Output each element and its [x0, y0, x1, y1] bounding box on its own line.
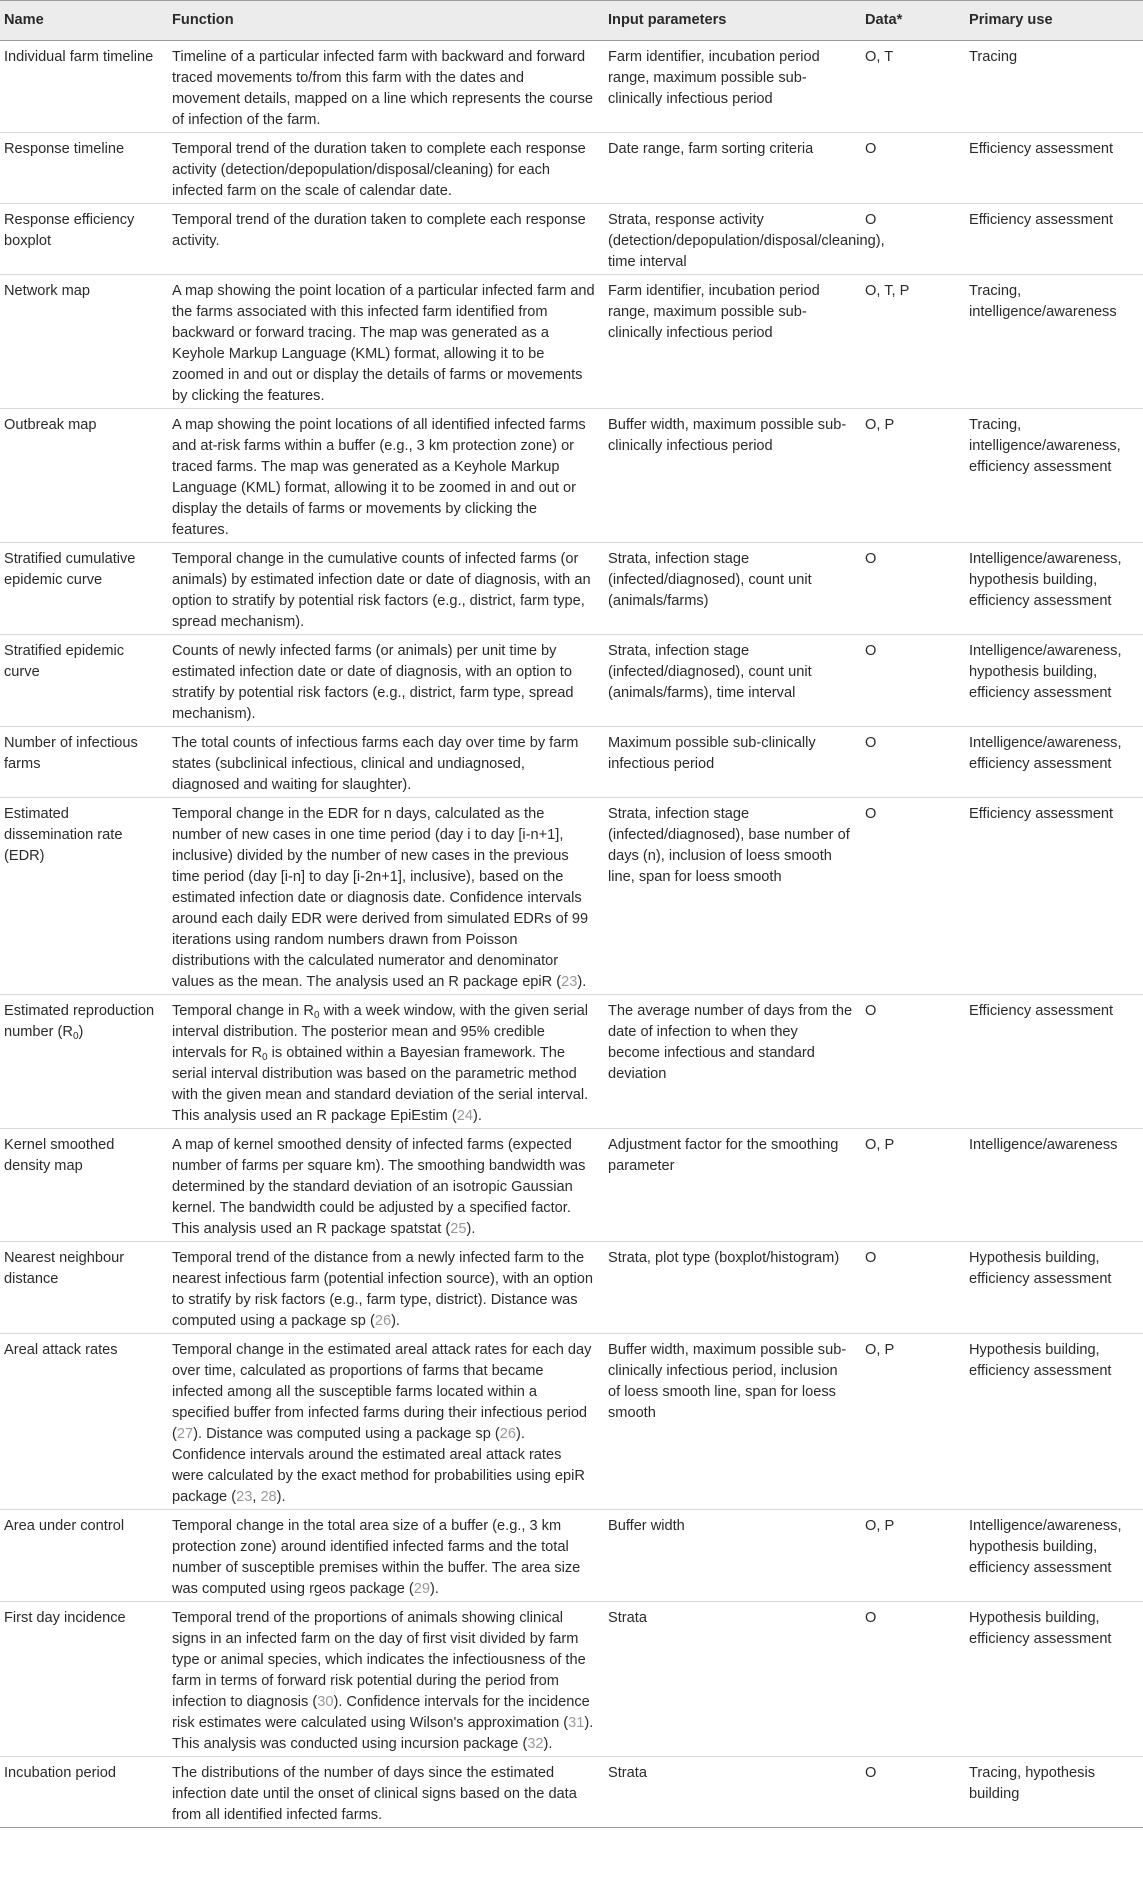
function-text: ).	[429, 1581, 439, 1597]
function-text: ).	[577, 974, 587, 990]
cell-use: Intelligence/awareness, hypothesis building, efficiency assessment	[963, 635, 1143, 727]
cell-use: Efficiency assessment	[963, 798, 1143, 995]
cell-input: Farm identifier, incubation period range, maximum possible sub-clinically infectious period	[602, 275, 859, 409]
cell-use: Hypothesis building, efficiency assessment	[963, 1334, 1143, 1510]
cell-data: O	[859, 204, 963, 275]
cell-data: O, P	[859, 409, 963, 543]
cell-name: Response efficiency boxplot	[0, 204, 166, 275]
function-text: Temporal change in the EDR for n days, calculated as the number of new cases in one time period (day i to day [i-n+1], inclusive) divided by the number of new cases in the previous time period (day [i-n] to day [i-2n+1], inclusive), based on the estimated infection date or diagnosis date. Confidence intervals around each daily EDR were derived from simulated EDRs of 99 iterations using random numbers drawn from Poisson distributions with the calculated numerator and denominator values as the mean. The analysis used an R package epiR (	[172, 806, 589, 990]
cell-data: O	[859, 995, 963, 1129]
function-text: A map of kernel smoothed density of infected farms (expected number of farms per square km). The smoothing bandwidth was determined by the standard deviation of an isotropic Gaussian kernel. The bandwidth could be adjusted by a specified factor. This analysis used an R package spatstat (	[172, 1137, 586, 1237]
function-text: ).	[276, 1489, 286, 1505]
function-text: with a week window, with the given serial interval distribution. The posterior mean and 95% credible intervals for R	[172, 1003, 589, 1061]
cell-data: O	[859, 1757, 963, 1828]
cell-data: O	[859, 727, 963, 798]
cell-data: O, P	[859, 1129, 963, 1242]
cell-use: Tracing, intelligence/awareness	[963, 275, 1143, 409]
citation-link[interactable]: 28	[260, 1489, 277, 1505]
cell-function	[166, 1510, 602, 1602]
function-text: ). Confidence intervals for the incidence risk estimates were calculated using Wilson's approximation (	[172, 1694, 590, 1731]
function-text: ). Confidence intervals around the estimated areal attack rates were calculated by the exact method for probabilities using epiR package (	[172, 1426, 585, 1505]
cell-function: Temporal change in the cumulative counts of infected farms (or animals) by estimated infection date or date of diagnosis, with an option to stratify by potential risk factors (e.g., district, farm type, spread mechanism).	[166, 543, 602, 635]
cell-input: Strata, plot type (boxplot/histogram)	[602, 1242, 859, 1334]
cell-data: O, P	[859, 1334, 963, 1510]
cell-input: Strata, infection stage (infected/diagnosed), base number of days (n), inclusion of loess smooth line, span for loess smooth	[602, 798, 859, 995]
table-row	[0, 275, 1143, 409]
citation-link[interactable]: 25	[450, 1221, 467, 1237]
cell-data: O, T, P	[859, 275, 963, 409]
table-row	[0, 133, 1143, 204]
function-text: ).	[543, 1736, 553, 1752]
cell-name: Network map	[0, 275, 166, 409]
cell-use: Efficiency assessment	[963, 995, 1143, 1129]
cell-use: Intelligence/awareness, hypothesis building, efficiency assessment	[963, 1510, 1143, 1602]
cell-name: Response timeline	[0, 133, 166, 204]
cell-use: Efficiency assessment	[963, 133, 1143, 204]
table-row	[0, 409, 1143, 543]
cell-data: O	[859, 133, 963, 204]
table-row	[0, 995, 1143, 1129]
cell-data: O, P	[859, 1510, 963, 1602]
function-text: ).	[391, 1313, 400, 1329]
subscript: 0	[262, 1052, 268, 1063]
function-text: ). Distance was computed using a package sp (	[193, 1426, 500, 1442]
cell-name: Individual farm timeline	[0, 41, 166, 133]
table-row	[0, 1510, 1143, 1602]
citation-link[interactable]: 26	[374, 1313, 392, 1329]
cell-input: Maximum possible sub-clinically infectious period	[602, 727, 859, 798]
cell-function: Counts of newly infected farms (or animals) per unit time by estimated infection date or date of diagnosis, with an option to stratify by potential risk factors (e.g., district, farm type, spread mechanism).	[166, 635, 602, 727]
cell-data: O	[859, 543, 963, 635]
table-header	[0, 1, 1143, 41]
cell-name	[0, 995, 166, 1129]
cell-use: Intelligence/awareness	[963, 1129, 1143, 1242]
function-text: ,	[252, 1489, 261, 1505]
cell-input: Strata	[602, 1757, 859, 1828]
name-text: Estimated reproduction number (R	[4, 1003, 155, 1040]
table-body	[0, 41, 1143, 1828]
citation-link[interactable]: 23	[561, 974, 578, 990]
header-name: Name	[0, 1, 166, 41]
cell-function: Temporal trend of the duration taken to complete each response activity (detection/depopulation/disposal/cleaning) for each infected farm on the scale of calendar date.	[166, 133, 602, 204]
cell-input: The average number of days from the date of infection to when they become infectious and standard deviation	[602, 995, 859, 1129]
cell-name: Stratified epidemic curve	[0, 635, 166, 727]
name-text: )	[78, 1024, 84, 1040]
cell-function: The total counts of infectious farms each day over time by farm states (subclinical infectious, clinical and undiagnosed, diagnosed and waiting for slaughter).	[166, 727, 602, 798]
cell-function	[166, 1242, 602, 1334]
cell-name: Stratified cumulative epidemic curve	[0, 543, 166, 635]
header-function: Function	[166, 1, 602, 41]
subscript: 0	[72, 1031, 79, 1042]
header-use: Primary use	[963, 1, 1143, 41]
cell-data: O	[859, 635, 963, 727]
cell-input: Strata, infection stage (infected/diagnosed), count unit (animals/farms), time interval	[602, 635, 859, 727]
cell-name: Area under control	[0, 1510, 166, 1602]
cell-input: Date range, farm sorting criteria	[602, 133, 859, 204]
cell-function: Timeline of a particular infected farm with backward and forward traced movements to/from this farm with the dates and movement details, mapped on a line which represents the course of infection of the farm.	[166, 41, 602, 133]
header-input: Input parameters	[602, 1, 859, 41]
citation-link[interactable]: 27	[176, 1426, 194, 1442]
cell-function	[166, 1602, 602, 1757]
function-text: ).	[466, 1221, 476, 1237]
cell-name: Estimated dissemination rate (EDR)	[0, 798, 166, 995]
cell-use: Tracing	[963, 41, 1143, 133]
cell-input: Buffer width	[602, 1510, 859, 1602]
cell-use: Hypothesis building, efficiency assessment	[963, 1602, 1143, 1757]
cell-input: Buffer width, maximum possible sub-clinically infectious period	[602, 409, 859, 543]
cell-input: Farm identifier, incubation period range, maximum possible sub-clinically infectious period	[602, 41, 859, 133]
function-text: Temporal trend of the proportions of animals showing clinical signs in an infected farm on the day of first visit divided by farm type or animal species, which indicates the infectiousness of the farm in terms of forward risk potential during the period from infection to diagnosis (	[172, 1610, 586, 1710]
table-row	[0, 1334, 1143, 1510]
cell-input: Strata, infection stage (infected/diagnosed), count unit (animals/farms)	[602, 543, 859, 635]
cell-name: Nearest neighbour distance	[0, 1242, 166, 1334]
citation-link[interactable]: 23	[236, 1489, 253, 1505]
function-text: Temporal change in the estimated areal attack rates for each day over time, calculated as proportions of farms that became infected among all the susceptible farms located within a specified buffer from infected farms during their infectious period (	[172, 1342, 592, 1442]
table-row	[0, 727, 1143, 798]
cell-function	[166, 798, 602, 995]
cell-data: O	[859, 798, 963, 995]
cell-input: Buffer width, maximum possible sub-clinically infectious period, inclusion of loess smooth line, span for loess smooth	[602, 1334, 859, 1510]
cell-function: A map showing the point location of a particular infected farm and the farms associated with this infected farm identified from backward or forward tracing. The map was generated as a Keyhole Markup Language (KML) format, allowing it to be zoomed in and out or display the details of farms or movements by clicking the features.	[166, 275, 602, 409]
cell-input: Strata	[602, 1602, 859, 1757]
function-text: is obtained within a Bayesian framework. The serial interval distribution was based on the parametric method with the given mean and standard deviation of the serial interval. This analysis used an R package EpiEstim (	[172, 1045, 589, 1124]
function-text: ). This analysis was conducted using incursion package (	[172, 1715, 594, 1752]
cell-name: Outbreak map	[0, 409, 166, 543]
table-row	[0, 1129, 1143, 1242]
cell-data: O	[859, 1602, 963, 1757]
cell-function: A map showing the point locations of all identified infected farms and at-risk farms within a buffer (e.g., 3 km protection zone) or traced farms. The map was generated as a Keyhole Markup Language (KML) format, allowing it to be zoomed in and out or display the details of farms or movements by clicking the features.	[166, 409, 602, 543]
cell-input: Strata, response activity (detection/depopulation/disposal/cleaning), time interval	[602, 204, 859, 275]
table-row	[0, 1602, 1143, 1757]
cell-name: First day incidence	[0, 1602, 166, 1757]
cell-name: Incubation period	[0, 1757, 166, 1828]
header-row	[0, 1, 1143, 41]
citation-link[interactable]: 31	[568, 1715, 585, 1731]
cell-data: O	[859, 1242, 963, 1334]
citation-link[interactable]: 29	[413, 1581, 430, 1597]
table-row	[0, 1757, 1143, 1828]
subscript: 0	[313, 1010, 320, 1021]
cell-use: Hypothesis building, efficiency assessment	[963, 1242, 1143, 1334]
header-data: Data*	[859, 1, 963, 41]
function-text: ).	[472, 1108, 482, 1124]
cell-function	[166, 1334, 602, 1510]
citation-link[interactable]: 24	[456, 1108, 473, 1124]
function-text: Temporal change in R	[172, 1003, 314, 1019]
function-text: Temporal trend of the distance from a newly infected farm to the nearest infectious farm (potential infection source), with an option to stratify by risk factors (e.g., farm type, district). Distance was computed using a package sp (	[172, 1250, 594, 1329]
cell-use: Tracing, hypothesis building	[963, 1757, 1143, 1828]
table-row	[0, 204, 1143, 275]
cell-function	[166, 995, 602, 1129]
table-row	[0, 543, 1143, 635]
cell-function: The distributions of the number of days since the estimated infection date until the onset of clinical signs based on the data from all identified infected farms.	[166, 1757, 602, 1828]
cell-use: Efficiency assessment	[963, 204, 1143, 275]
citation-link[interactable]: 30	[317, 1694, 334, 1710]
table-row	[0, 1242, 1143, 1334]
table-row	[0, 798, 1143, 995]
cell-name: Areal attack rates	[0, 1334, 166, 1510]
cell-use: Tracing, intelligence/awareness, efficiency assessment	[963, 409, 1143, 543]
table-row	[0, 635, 1143, 727]
cell-name: Number of infectious farms	[0, 727, 166, 798]
cell-data: O, T	[859, 41, 963, 133]
cell-input: Adjustment factor for the smoothing parameter	[602, 1129, 859, 1242]
table-row	[0, 41, 1143, 133]
function-text: Temporal change in the total area size of a buffer (e.g., 3 km protection zone) around identified infected farms and the total number of susceptible premises within the buffer. The area size was computed using rgeos package (	[172, 1518, 581, 1597]
cell-name: Kernel smoothed density map	[0, 1129, 166, 1242]
cell-use: Intelligence/awareness, efficiency assessment	[963, 727, 1143, 798]
cell-function	[166, 1129, 602, 1242]
citation-link[interactable]: 26	[499, 1426, 516, 1442]
cell-use: Intelligence/awareness, hypothesis building, efficiency assessment	[963, 543, 1143, 635]
citation-link[interactable]: 32	[527, 1736, 544, 1752]
cell-function: Temporal trend of the duration taken to complete each response activity.	[166, 204, 602, 275]
